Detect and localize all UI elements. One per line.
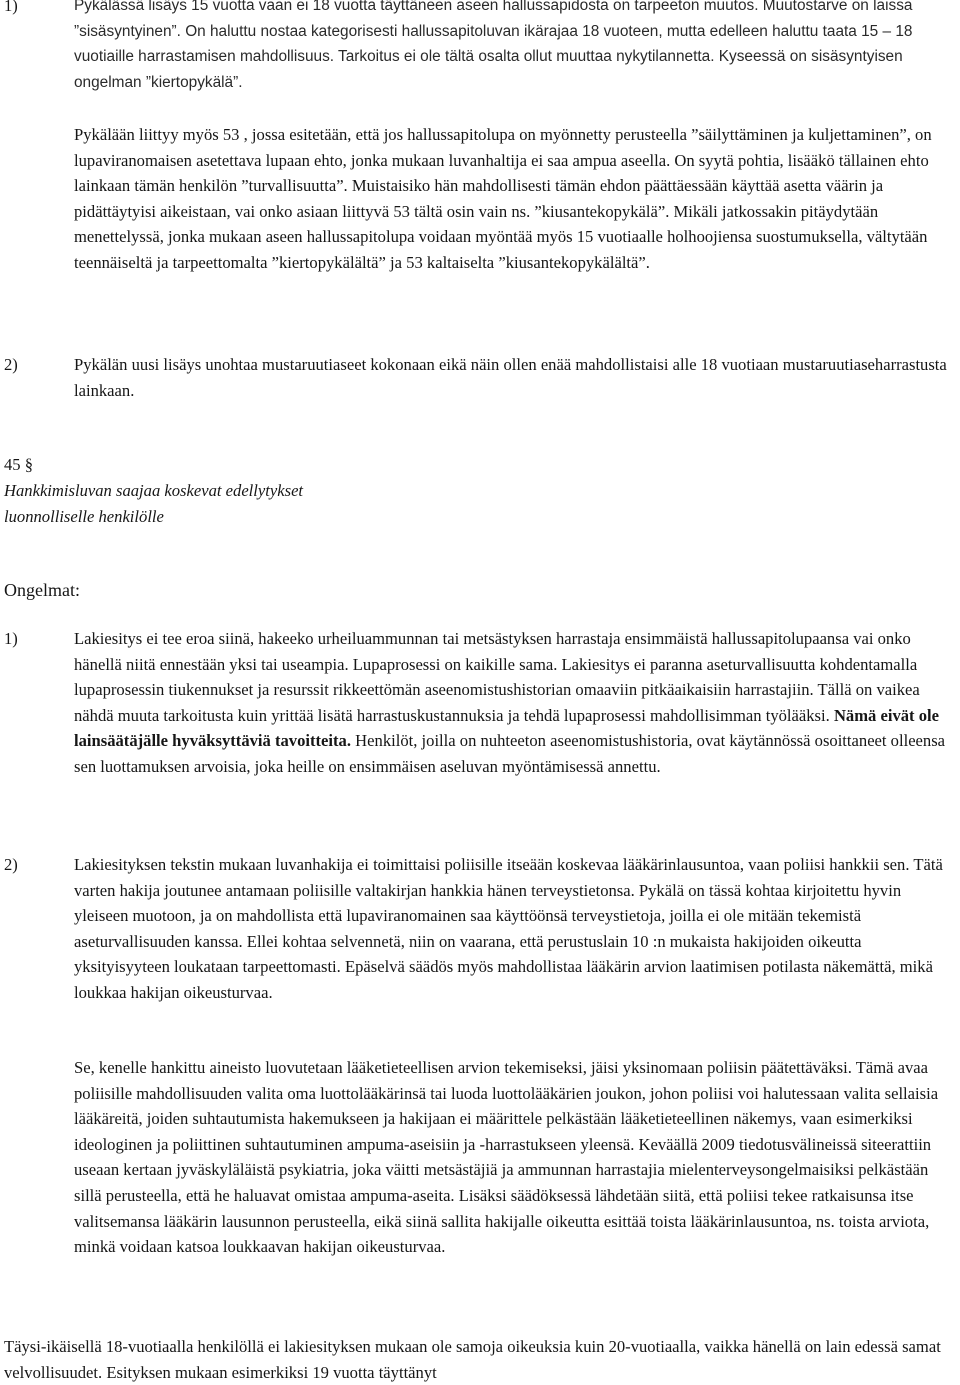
list-item-number: 1): [4, 0, 18, 15]
paragraph: Pykälään liittyy myös 53 , jossa esitetään, että jos hallussapitolupa on myönnetty perusteella ”säilyttäminen ja kuljettaminen”, on lupaviranomaisen asetettava lupaan ehto, jonka mukaan luvanhaltija ei saa ampua aseella. On syytä pohtia, lisääkö tällainen ehto lainkaan tämän henkilön ”turvallisuutta”. Muistaisiko hän mahdollisesti tämän ehdon päättäessään käyttää asetta väärin ja pidättäytyisi aikeistaan, vai onko asiaan liittyvä 53 tältä osin vain ns. ”kiusantekopykälä”. Mikäli jatkossakin pitäydytään menettelyssä, jonka mukaan aseen hallussapitolupa voidaan myöntää myös 15 vuotiaalle holhoojiensa suostumuksella, vältytään teennäiseltä ja tarpeettomalta ”kiertopykälältä” ja 53 kaltaiselta ”kiusantekopykälältä”.: [74, 125, 932, 272]
section-title-line: luonnolliselle henkilölle: [4, 507, 164, 526]
list-item-text: Pykälän uusi lisäys unohtaa mustaruutiaseet kokonaan eikä näin ollen enää mahdollistaisi alle 18 vuotiaan mustaruutiaseharrastusta lainkaan.: [74, 355, 947, 400]
list-item-text: Pykälässä lisäys 15 vuotta vaan ei 18 vuotta täyttäneen aseen hallussapidosta on tarpeeton muutos. Muutostarve on laissa ”sisäsyntyinen”. On haluttu nostaa kategorisesti hallussapitoluvan ikärajaa 18 vuoteen, mutta edelleen haluttu taata 15 – 18 vuotiaille harrastamisen mahdollisuus. Tarkoitus ei ole tältä osalta ollut muuttaa nykytilannetta. Kyseessä on sisäsyntyisen ongelman ”kiertopykälä”.: [74, 0, 913, 91]
text-run: Lakiesitys ei tee eroa siinä, hakeeko urheiluammunnan tai metsästyksen harrastaja ensimmäistä hallussapitolupaansa vai onko hänellä niitä ennestään yksi tai useampia. Lupaprosessi on kaikille sama. Lakiesitys ei paranna aseturvallisuutta kohdentamalla lupaprosessin tiukennukset ja resurssit rikkeettömän aseenomistushistorian omaaviin pitkäaikaisiin harrastajiin. Tällä on vaikea nähdä muuta tarkoitusta kuin yrittää lisätä harrastuskustannuksia ja tehdä lupaprosessi mahdollisimman työlääksi.: [74, 629, 920, 725]
list-item-text: Lakiesityksen tekstin mukaan luvanhakija ei toimittaisi poliisille itseään koskevaa lääkärinlausuntoa, vaan poliisi hankkii sen. Tätä varten hakija joutunee antamaan poliisille valtakirjan hankkia hänen terveystietonsa. Pykälä on tässä kohtaa kirjoitettu hyvin yleiseen muotoon, ja on mahdollista että lupaviranomainen saa käyttöönsä terveystietoja, joilla ei ole mitään tekemistä aseturvallisuuden kanssa. Ellei kohtaa selvennetä, niin on vaarana, että perustuslain 10 :n mukaista hakijoiden oikeutta yksityisyyteen loukataan tarpeettomasti. Epäselvä säädös myös mahdollistaa lääkärin arvion laatimisen potilasta näkemättä, mikä loukkaa hakijan oikeusturvaa.: [74, 855, 943, 1002]
list-item-text: [74, 626, 956, 780]
problems-heading: Ongelmat:: [4, 580, 80, 600]
paragraph: Se, kenelle hankittu aineisto luovutetaan lääketieteellisen arvion tekemiseksi, jäisi yksinomaan poliisin päätettäväksi. Tämä avaa poliisille mahdollisuuden valita oma luottolääkärinsä tai luoda luottolääkärien joukon, johon poliisi voi halutessaan valita sellaisia lääkäreitä, joiden suhtautumista hakemukseen ja hakijaan ei määrittele pelkästään lääketieteellinen näkemys, vaan esimerkiksi ideologinen ja poliittinen suhtautuminen ampuma-aseisiin ja -harrastukseen yleensä. Keväällä 2009 tiedotusvälineissä siteerattiin useaan kertaan jyväskyläläistä psykiatria, joka väitti metsästäjiä ja ammunnan harrastajia mielenterveysongelmaisiksi pelkästään sillä perusteella, että he haluavat omistaa ampuma-aseita. Lisäksi säädöksessä lähdetään siitä, että poliisi tekee ratkaisunsa itse valitsemansa lääkärin lausunnon perusteella, eikä siinä sallita hakijalle oikeutta esittää toista lääkärinlausuntoa, ns. toista arviota, minkä voidaan katsoa loukkaavan hakijan oikeusturvaa.: [74, 1058, 939, 1257]
list-item: [4, 852, 956, 1006]
list-item-number: 1): [4, 629, 18, 648]
section-title-line: Hankkimisluvan saajaa koskevat edellytykset: [4, 481, 304, 500]
text-run: Henkilöt, joilla on nuhteeton aseenomistushistoria, ovat käytännössä osoittaneet olleensa sen luottamuksen arvoisia, joka heille on ensimmäisen aseluvan myöntämisessä annettu.: [74, 731, 946, 776]
paragraph: Täysi-ikäisellä 18-vuotiaalla henkilöllä ei lakiesityksen mukaan ole samoja oikeuksia kuin 20-vuotiaalla, vaikka hänellä on lain edessä samat velvollisuudet. Esityksen mukaan esimerkiksi 19 vuotta täyttänyt: [4, 1337, 941, 1382]
emphasis-text: Nämä eivät ole lainsäätäjälle hyväksyttäviä tavoitteita.: [74, 705, 940, 751]
list-item: [4, 352, 956, 403]
list-item-number: 2): [4, 855, 18, 874]
list-item-number: 2): [4, 355, 18, 374]
list-item: [4, 0, 956, 95]
section-number: 45 §: [4, 455, 34, 474]
list-item: [4, 626, 956, 780]
